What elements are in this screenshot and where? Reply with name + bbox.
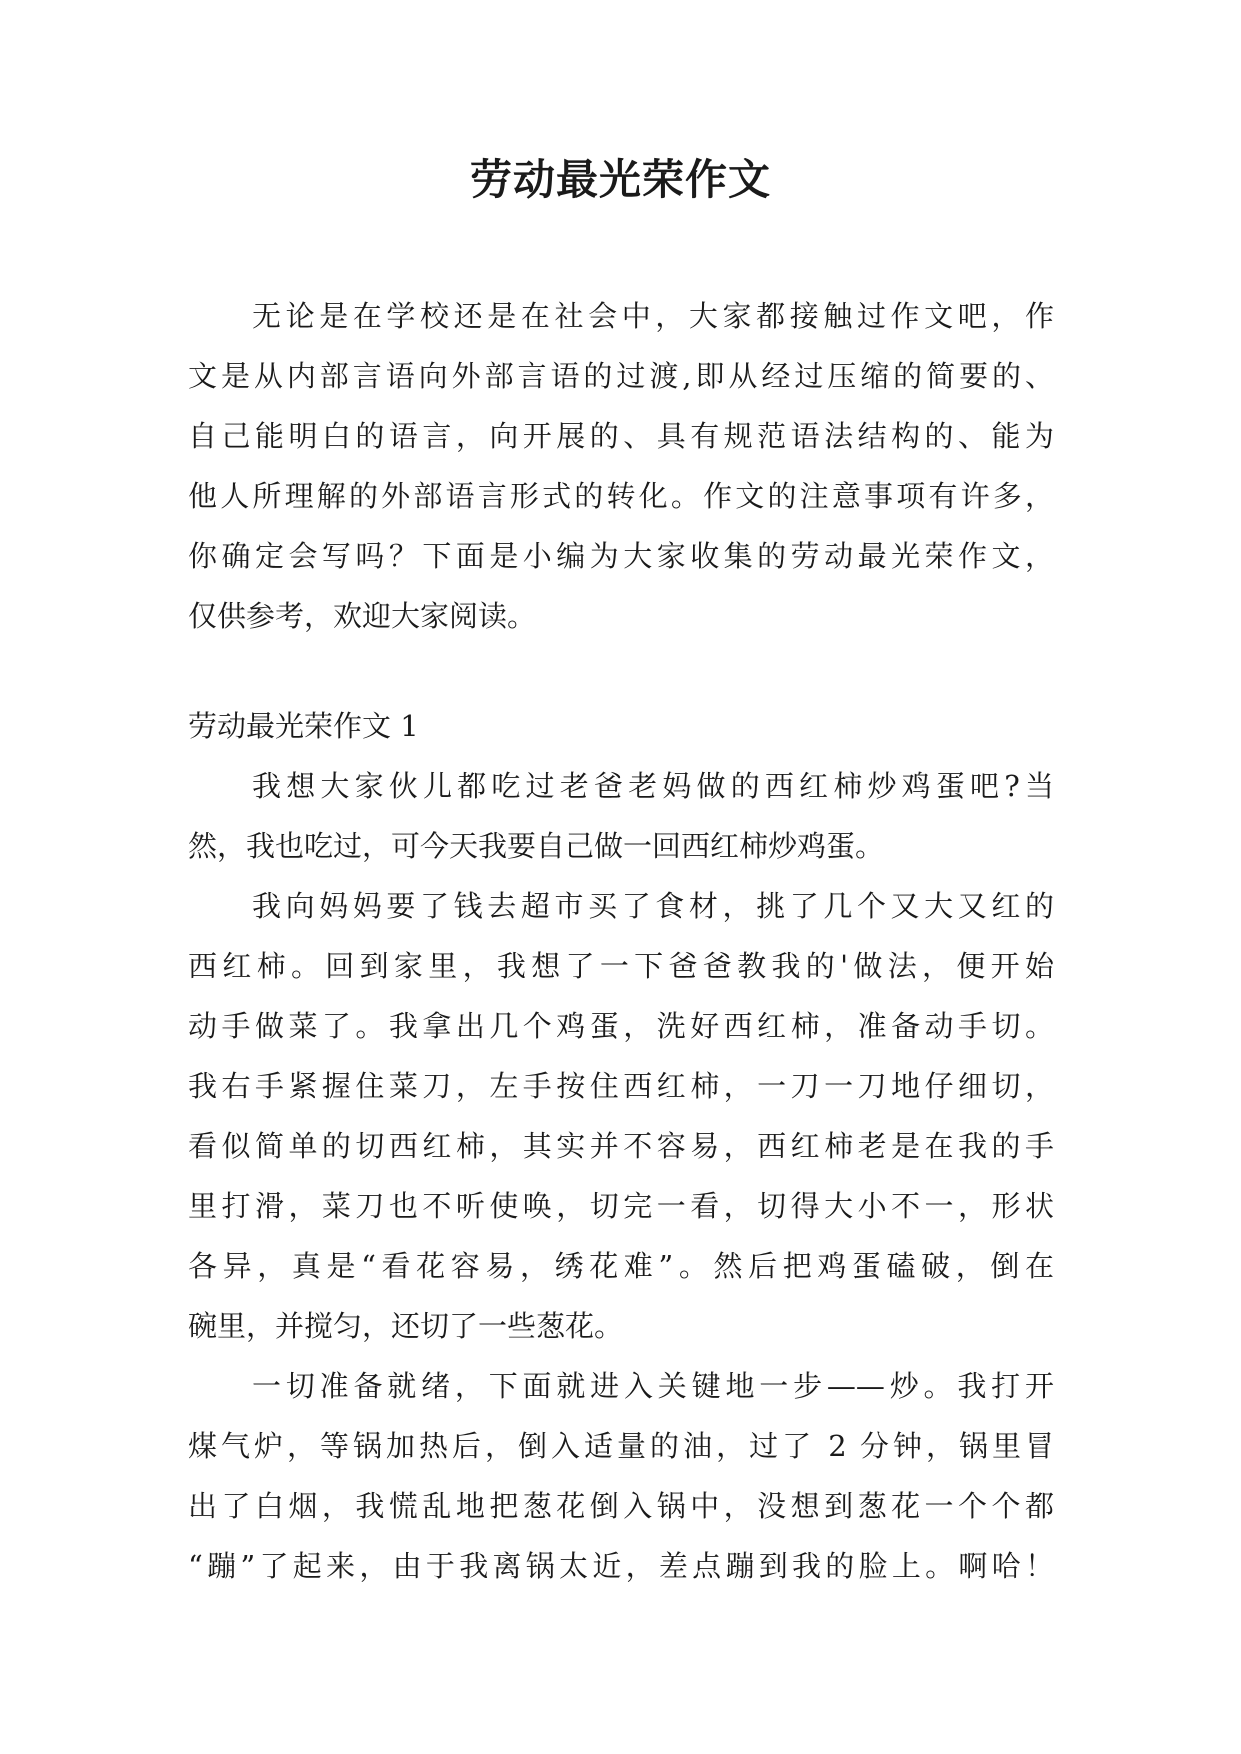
intro-line: 他人所理解的外部语言形式的转化。作文的注意事项有许多， [188,479,1054,513]
intro-paragraph [188,286,1054,646]
intro-line: 仅供参考，欢迎大家阅读。 [188,599,537,633]
essay-line: 我想大家伙儿都吃过老爸老妈做的西红柿炒鸡蛋吧?当 [252,769,1054,803]
intro-line: 无论是在学校还是在社会中，大家都接触过作文吧，作 [252,299,1054,333]
essay-line: 我右手紧握住菜刀，左手按住西红柿，一刀一刀地仔细切， [188,1069,1054,1103]
essay-body [188,756,1054,1596]
intro-line: 文是从内部言语向外部言语的过渡,即从经过压缩的简要的、 [188,359,1054,393]
essay-line: 出了白烟，我慌乱地把葱花倒入锅中，没想到葱花一个个都 [188,1489,1054,1523]
section-heading: 劳动最光荣作文 1 [188,709,419,743]
essay-line: 碗里，并搅匀，还切了一些葱花。 [188,1309,624,1343]
essay-line: 一切准备就绪，下面就进入关键地一步——炒。我打开 [252,1369,1054,1403]
essay-line: 西红柿。回到家里，我想了一下爸爸教我的'做法，便开始 [188,949,1054,983]
essay-line: 看似简单的切西红柿，其实并不容易，西红柿老是在我的手 [188,1129,1054,1163]
essay-line: 煤气炉，等锅加热后，倒入适量的油，过了 2 分钟，锅里冒 [188,1429,1054,1463]
essay-line: 各异，真是“看花容易，绣花难”。然后把鸡蛋磕破，倒在 [188,1249,1054,1283]
document-title: 劳动最光荣作文 [469,155,771,204]
essay-line: 里打滑，菜刀也不听使唤，切完一看，切得大小不一，形状 [188,1189,1054,1223]
essay-line: 我向妈妈要了钱去超市买了食材，挑了几个又大又红的 [252,889,1054,923]
intro-line: 自己能明白的语言，向开展的、具有规范语法结构的、能为 [188,419,1054,453]
essay-line: “蹦”了起来，由于我离锅太近，差点蹦到我的脸上。啊哈！ [188,1549,1054,1583]
essay-line: 动手做菜了。我拿出几个鸡蛋，洗好西红柿，准备动手切。 [188,1009,1054,1043]
intro-line: 你确定会写吗？下面是小编为大家收集的劳动最光荣作文， [188,539,1054,573]
essay-line: 然，我也吃过，可今天我要自己做一回西红柿炒鸡蛋。 [188,829,885,863]
